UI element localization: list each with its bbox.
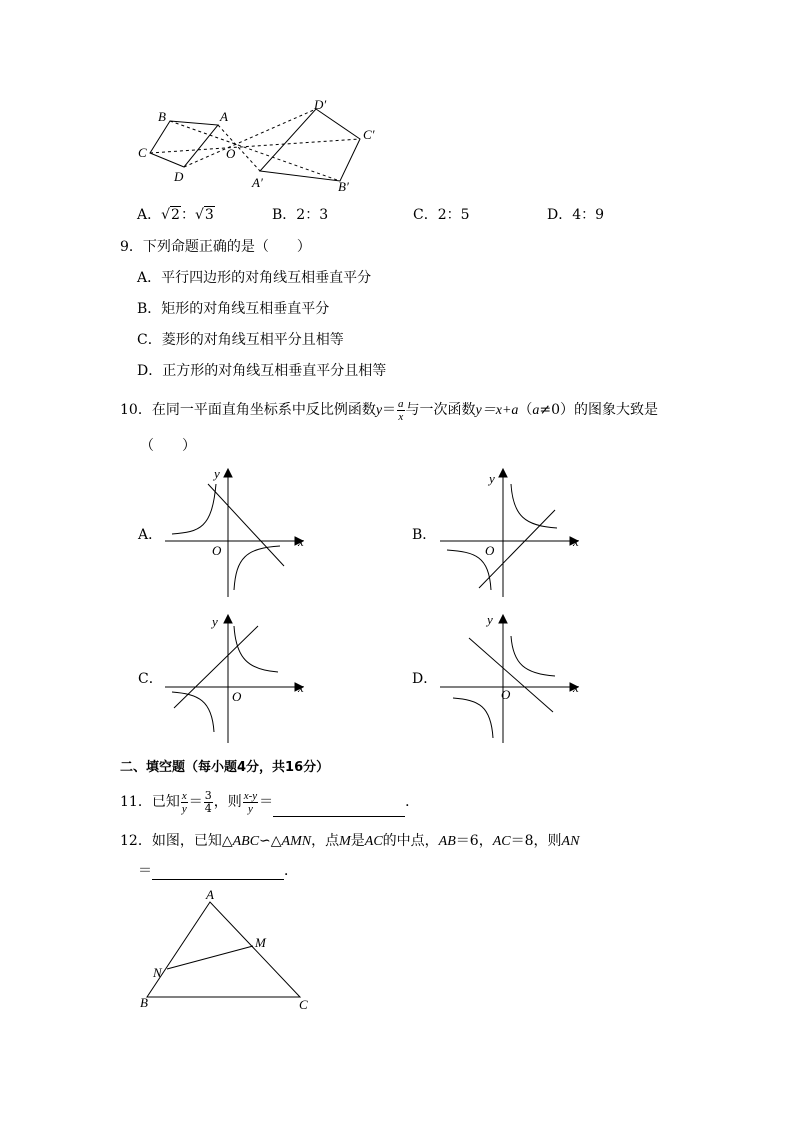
graph-c-x-label: x bbox=[298, 680, 304, 695]
q9-option-b: B．矩形的对角线互相垂直平分 bbox=[137, 301, 330, 317]
parallelogram-apbpcpdp bbox=[260, 109, 360, 181]
hyperbola-branch-lower-right bbox=[234, 546, 280, 590]
q12-label-n: N bbox=[153, 965, 162, 980]
fig8-label-dp: D′ bbox=[314, 97, 327, 112]
q9-option-c: C．菱形的对角线互相平分且相等 bbox=[137, 332, 344, 348]
linear-function-line bbox=[469, 638, 553, 712]
section-2-heading: 二、填空题（每小题4分，共16分） bbox=[120, 760, 330, 775]
q12-label-a: A bbox=[206, 887, 214, 902]
graph-d-origin: O bbox=[501, 687, 511, 702]
graph-a-origin: O bbox=[212, 543, 222, 558]
q9-stem: 9．下列命题正确的是（ ） bbox=[120, 239, 311, 255]
graph-d-y-label: y bbox=[487, 612, 493, 627]
graph-a-y-label: y bbox=[214, 466, 220, 481]
hyperbola-branch-lower-left bbox=[172, 692, 214, 732]
graph-d-x-label: x bbox=[573, 680, 579, 695]
q12-line2: ＝ ． bbox=[138, 863, 298, 879]
fig8-label-c: C bbox=[138, 145, 147, 160]
dashed-line-d-dp bbox=[184, 109, 316, 167]
graph-b-y-label: y bbox=[489, 471, 495, 486]
graph-b-origin: O bbox=[485, 543, 495, 558]
q11-answer-blank[interactable] bbox=[273, 802, 405, 817]
q10-paren: （ ） bbox=[140, 438, 196, 454]
fig8-label-d: D bbox=[174, 169, 184, 184]
parallelogram-abcd bbox=[150, 121, 218, 167]
q10-graph-a-label: A． bbox=[138, 527, 163, 543]
q10-graph-b-label: B． bbox=[412, 527, 437, 543]
q8-option-c: C．2：5 bbox=[413, 207, 470, 223]
y-axis-arrow bbox=[499, 615, 507, 623]
fig8-label-ap: A′ bbox=[252, 175, 263, 190]
q10-fraction: $\frac{a}{x}$ bbox=[398, 397, 404, 423]
dashed-line-b-bp bbox=[170, 121, 340, 181]
graph-a-x-label: x bbox=[298, 534, 304, 549]
q10-graph-c-label: C． bbox=[138, 671, 163, 687]
q8-figure bbox=[130, 95, 390, 195]
graph-c-y-label: y bbox=[212, 614, 218, 629]
q11: 11．已知 $\frac{x}{y}$ ＝ $\frac{3}{4}$ ，则 $\frac{x-y}{y}$ ＝ ． bbox=[120, 787, 419, 817]
fig8-label-b: B bbox=[158, 109, 166, 124]
hyperbola-branch-upper-right bbox=[511, 484, 557, 528]
q12-label-c: C bbox=[299, 997, 308, 1010]
q8-option-b: B．2：3 bbox=[272, 207, 329, 223]
q8-option-a: A．√2：√3 bbox=[137, 207, 214, 223]
triangle-abc bbox=[147, 902, 300, 997]
fig8-label-bp: B′ bbox=[338, 179, 349, 194]
q10-stem: 10．在同一平面直角坐标系中反比例函数y＝ $\frac{a}{x}$ 与一次函数y＝x+a（a≠0）的图象大致是 bbox=[120, 397, 659, 423]
q10-graph-b bbox=[435, 462, 585, 602]
q8-option-d: D．4：9 bbox=[547, 207, 605, 223]
q12-answer-blank[interactable] bbox=[152, 865, 284, 880]
hyperbola-branch-upper-right bbox=[511, 636, 555, 676]
y-axis-arrow bbox=[224, 615, 232, 623]
q12-label-m: M bbox=[255, 935, 266, 950]
graph-c-origin: O bbox=[232, 689, 242, 704]
q10-graph-c bbox=[160, 608, 310, 748]
hyperbola-branch-upper-right bbox=[234, 626, 278, 672]
segment-mn bbox=[167, 946, 253, 969]
q9-option-a: A．平行四边形的对角线互相垂直平分 bbox=[137, 270, 372, 286]
q10-graph-d-label: D． bbox=[412, 671, 438, 687]
fig8-label-a: A bbox=[220, 109, 228, 124]
hyperbola-branch-lower-left bbox=[453, 698, 493, 738]
q12-line1: 12．如图，已知△ABC∽△AMN，点M是AC的中点，AB＝6，AC＝8，则AN bbox=[120, 833, 580, 849]
q10-graph-a bbox=[160, 462, 310, 602]
hyperbola-branch-upper-left bbox=[172, 484, 216, 534]
fig8-label-o: O bbox=[226, 146, 236, 161]
q12-figure bbox=[135, 885, 325, 1010]
q10-graph-d bbox=[435, 608, 585, 748]
graph-b-x-label: x bbox=[573, 534, 579, 549]
q9-option-d: D．正方形的对角线互相垂直平分且相等 bbox=[137, 363, 387, 379]
y-axis-arrow bbox=[499, 469, 507, 477]
fig8-label-cp: C′ bbox=[363, 127, 375, 142]
q12-label-b: B bbox=[140, 995, 148, 1010]
linear-function-line bbox=[174, 626, 258, 708]
y-axis-arrow bbox=[224, 469, 232, 477]
